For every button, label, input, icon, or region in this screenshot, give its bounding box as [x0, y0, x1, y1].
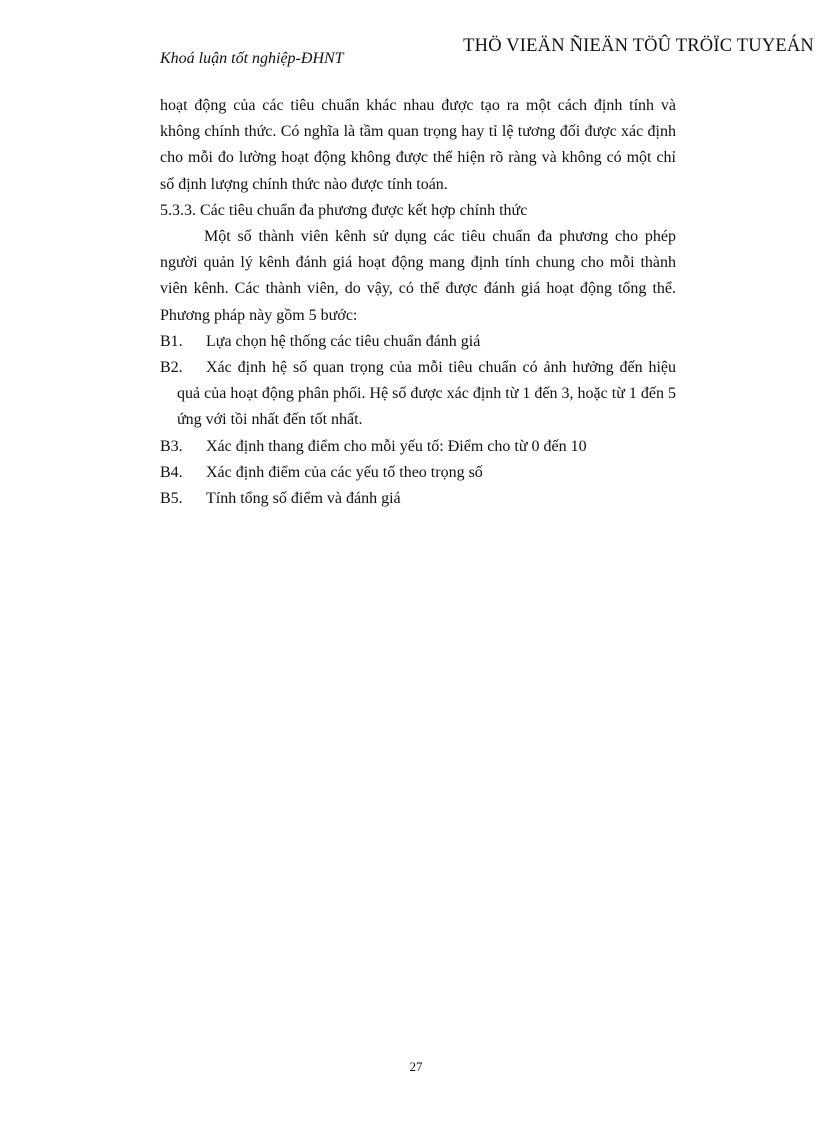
running-header-library-banner: THÖ VIEÄN ÑIEÄN TÖÛ TRÖÏC TUYEÁN [463, 36, 814, 56]
paragraph-1: hoạt động của các tiêu chuẩn khác nhau được tạo ra một cách định tính và không chính thức. Có nghĩa là tầm quan trọng hay tỉ lệ tương đối được xác định cho mỗi đo lường hoạt động không được thể hiện rõ ràng và không có một chỉ số định lượng chính thức nào được tính toán. [160, 97, 676, 193]
step-text: Lựa chọn hệ thống các tiêu chuẩn đánh giá [206, 332, 481, 350]
step-b1 [160, 329, 676, 355]
step-b3 [160, 434, 676, 460]
paragraph-2: Một số thành viên kênh sử dụng các tiêu chuẩn đa phương cho phép người quản lý kênh đánh giá hoạt động mang định tính chung cho mỗi thành viên kênh. Các thành viên, do vậy, có thể được đánh giá hoạt động tổng thể. Phương pháp này gồm 5 bước: [160, 228, 676, 324]
running-header-title: Khoá luận tốt nghiệp-ĐHNT [160, 50, 344, 67]
step-text: Xác định điểm của các yếu tố theo trọng số [206, 463, 483, 481]
document-body [160, 93, 676, 512]
step-label: B3. [160, 437, 183, 455]
step-label: B4. [160, 463, 183, 481]
step-text: Tính tổng số điểm và đánh giá [206, 490, 401, 508]
step-text: Xác định thang điểm cho mỗi yếu tố: Điểm cho từ 0 đến 10 [206, 437, 587, 455]
step-b2 [160, 355, 676, 434]
step-label: B5. [160, 490, 183, 508]
page-number: 27 [409, 1059, 423, 1074]
section-heading: 5.3.3. Các tiêu chuẩn đa phương được kết hợp chính thức [160, 201, 528, 219]
step-label: B1. [160, 332, 183, 350]
step-b5 [160, 486, 676, 512]
step-label: B2. [160, 359, 183, 377]
step-b4 [160, 460, 676, 486]
step-text: Xác định hệ số quan trọng của mỗi tiêu chuẩn có ảnh hưởng đến hiệu quả của hoạt động phân phối. Hệ số được xác định từ 1 đến 3, hoặc từ 1 đến 5 ứng với tồi nhất đến tốt nhất. [177, 359, 676, 429]
